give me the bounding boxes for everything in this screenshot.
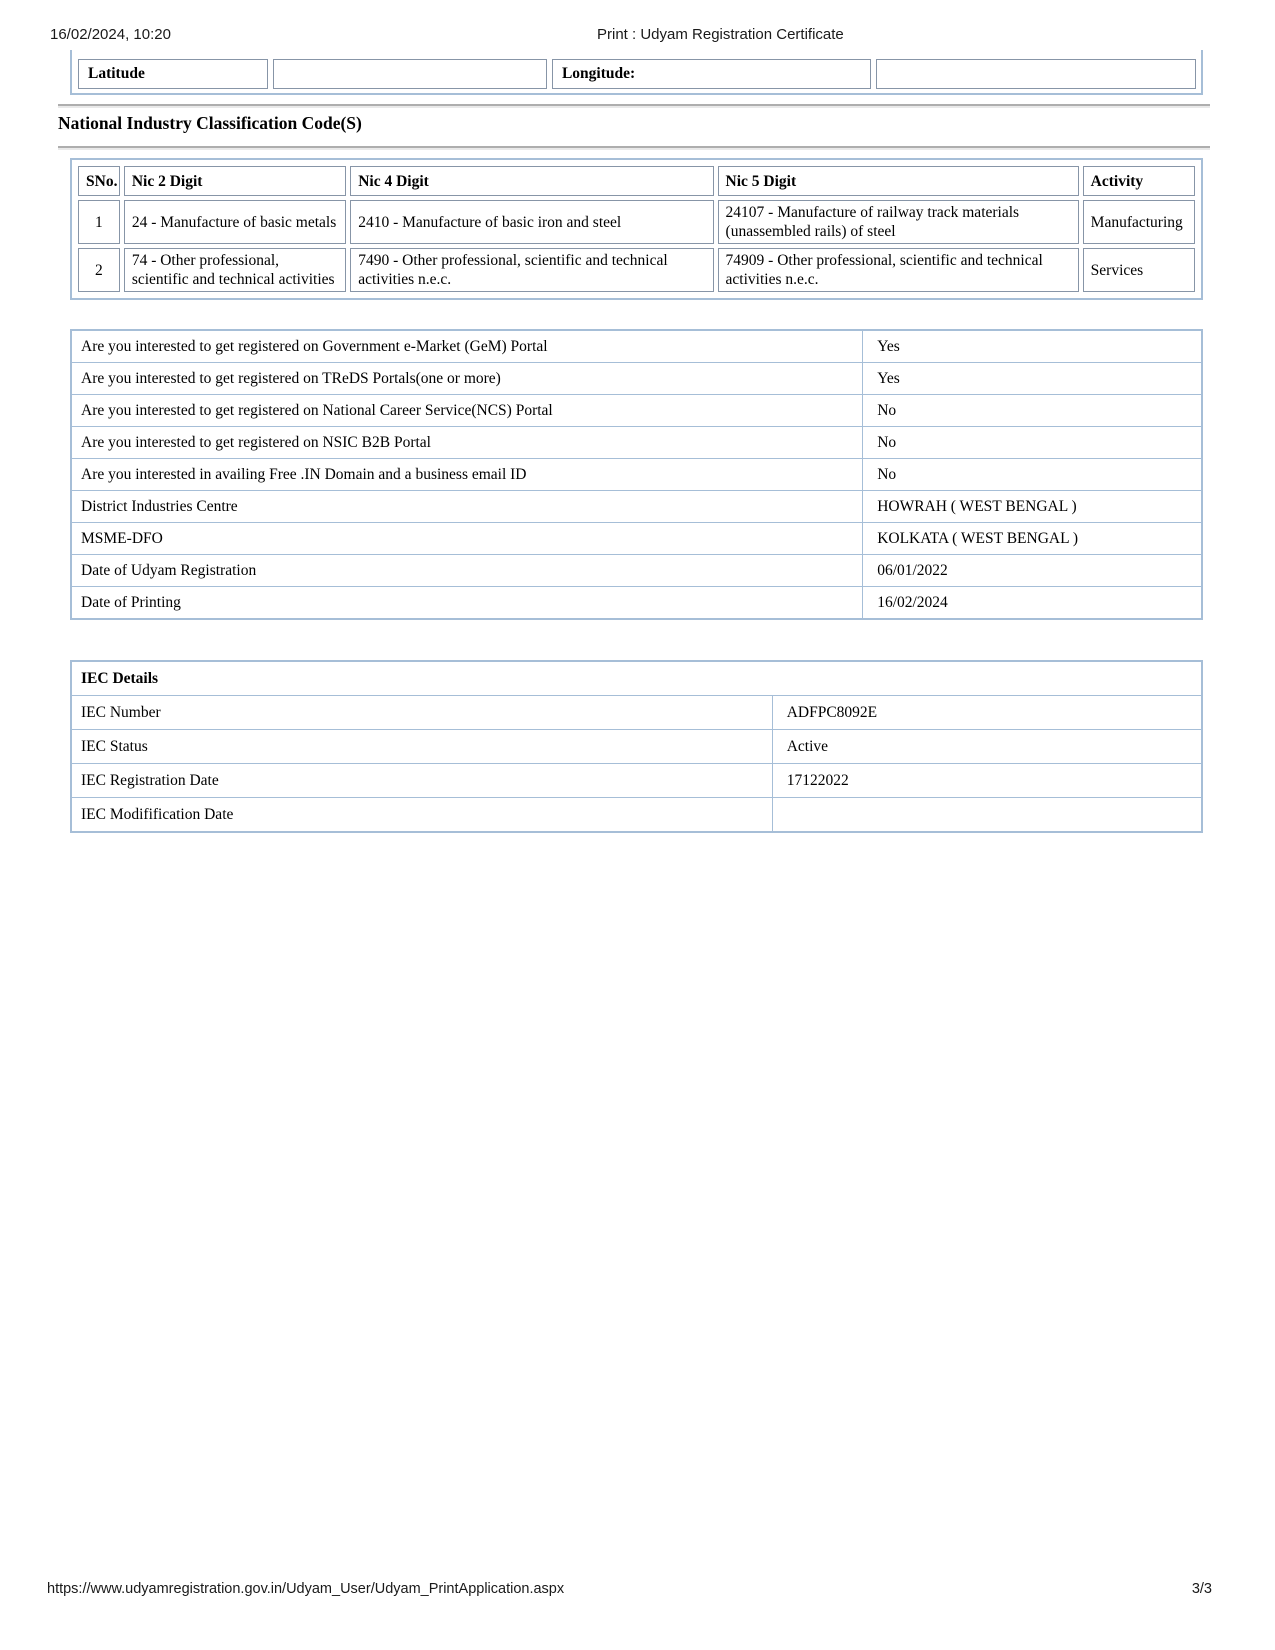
- iec-value: 17122022: [772, 764, 1202, 798]
- latitude-label: Latitude: [78, 59, 268, 89]
- print-datetime: 16/02/2024, 10:20: [50, 26, 171, 43]
- page-indicator: 3/3: [1191, 1581, 1212, 1597]
- nic-activity: Manufacturing: [1083, 200, 1195, 244]
- detail-value: No: [863, 427, 1202, 459]
- table-row: [71, 523, 1202, 555]
- detail-label: Date of Printing: [71, 587, 863, 620]
- longitude-label: Longitude:: [552, 59, 871, 89]
- iec-value: Active: [772, 730, 1202, 764]
- nic-col-nic2: Nic 2 Digit: [124, 166, 346, 196]
- iec-label: IEC Modifification Date: [71, 798, 772, 833]
- detail-value: No: [863, 395, 1202, 427]
- detail-label: District Industries Centre: [71, 491, 863, 523]
- nic-2digit: 24 - Manufacture of basic metals: [124, 200, 346, 244]
- nic-header-row: [78, 166, 1195, 196]
- nic-sno: 2: [78, 248, 120, 292]
- table-row: [78, 248, 1195, 292]
- iec-heading: IEC Details: [71, 661, 1202, 696]
- iec-label: IEC Registration Date: [71, 764, 772, 798]
- table-row: [71, 491, 1202, 523]
- detail-value: No: [863, 459, 1202, 491]
- detail-value: Yes: [863, 363, 1202, 395]
- iec-label: IEC Status: [71, 730, 772, 764]
- nic-col-activity: Activity: [1083, 166, 1195, 196]
- nic-4digit: 7490 - Other professional, scientific and technical activities n.e.c.: [350, 248, 713, 292]
- print-footer: [47, 1581, 1212, 1597]
- table-row: [71, 363, 1202, 395]
- nic-2digit: 74 - Other professional, scientific and technical activities: [124, 248, 346, 292]
- section-divider: [58, 104, 1210, 108]
- table-row: [71, 730, 1202, 764]
- detail-label: Are you interested to get registered on Government e-Market (GeM) Portal: [71, 330, 863, 363]
- table-row: [71, 798, 1202, 833]
- detail-value: 06/01/2022: [863, 555, 1202, 587]
- detail-value: KOLKATA ( WEST BENGAL ): [863, 523, 1202, 555]
- nic-activity: Services: [1083, 248, 1195, 292]
- table-row: [71, 427, 1202, 459]
- detail-label: MSME-DFO: [71, 523, 863, 555]
- detail-value: Yes: [863, 330, 1202, 363]
- iec-value: ADFPC8092E: [772, 696, 1202, 730]
- table-row: [71, 395, 1202, 427]
- iec-value: [772, 798, 1202, 833]
- table-row: [71, 555, 1202, 587]
- nic-sno: 1: [78, 200, 120, 244]
- nic-5digit: 24107 - Manufacture of railway track materials (unassembled rails) of steel: [718, 200, 1079, 244]
- nic-4digit: 2410 - Manufacture of basic iron and steel: [350, 200, 713, 244]
- table-row: [71, 764, 1202, 798]
- latitude-value: [273, 59, 547, 89]
- detail-value: HOWRAH ( WEST BENGAL ): [863, 491, 1202, 523]
- detail-label: Are you interested to get registered on TReDS Portals(one or more): [71, 363, 863, 395]
- table-row: [71, 587, 1202, 620]
- iec-header-row: [71, 661, 1202, 696]
- location-table: [70, 50, 1203, 95]
- detail-label: Are you interested in availing Free .IN Domain and a business email ID: [71, 459, 863, 491]
- print-footer-url: https://www.udyamregistration.gov.in/Udyam_User/Udyam_PrintApplication.aspx: [47, 1581, 565, 1597]
- nic-col-nic5: Nic 5 Digit: [718, 166, 1079, 196]
- table-row: [71, 330, 1202, 363]
- table-row: [78, 200, 1195, 244]
- iec-details-table: [70, 660, 1203, 833]
- iec-label: IEC Number: [71, 696, 772, 730]
- page-title: Print : Udyam Registration Certificate: [597, 26, 844, 43]
- longitude-value: [876, 59, 1196, 89]
- nic-table: [70, 158, 1203, 300]
- table-row: [71, 459, 1202, 491]
- nic-col-nic4: Nic 4 Digit: [350, 166, 713, 196]
- detail-label: Date of Udyam Registration: [71, 555, 863, 587]
- section-divider: [58, 146, 1210, 150]
- detail-value: 16/02/2024: [863, 587, 1202, 620]
- detail-label: Are you interested to get registered on NSIC B2B Portal: [71, 427, 863, 459]
- table-row: [71, 696, 1202, 730]
- registration-details-table: [70, 329, 1203, 620]
- detail-label: Are you interested to get registered on National Career Service(NCS) Portal: [71, 395, 863, 427]
- nic-col-sno: SNo.: [78, 166, 120, 196]
- nic-section-heading: National Industry Classification Code(S): [58, 113, 362, 133]
- nic-5digit: 74909 - Other professional, scientific and technical activities n.e.c.: [718, 248, 1079, 292]
